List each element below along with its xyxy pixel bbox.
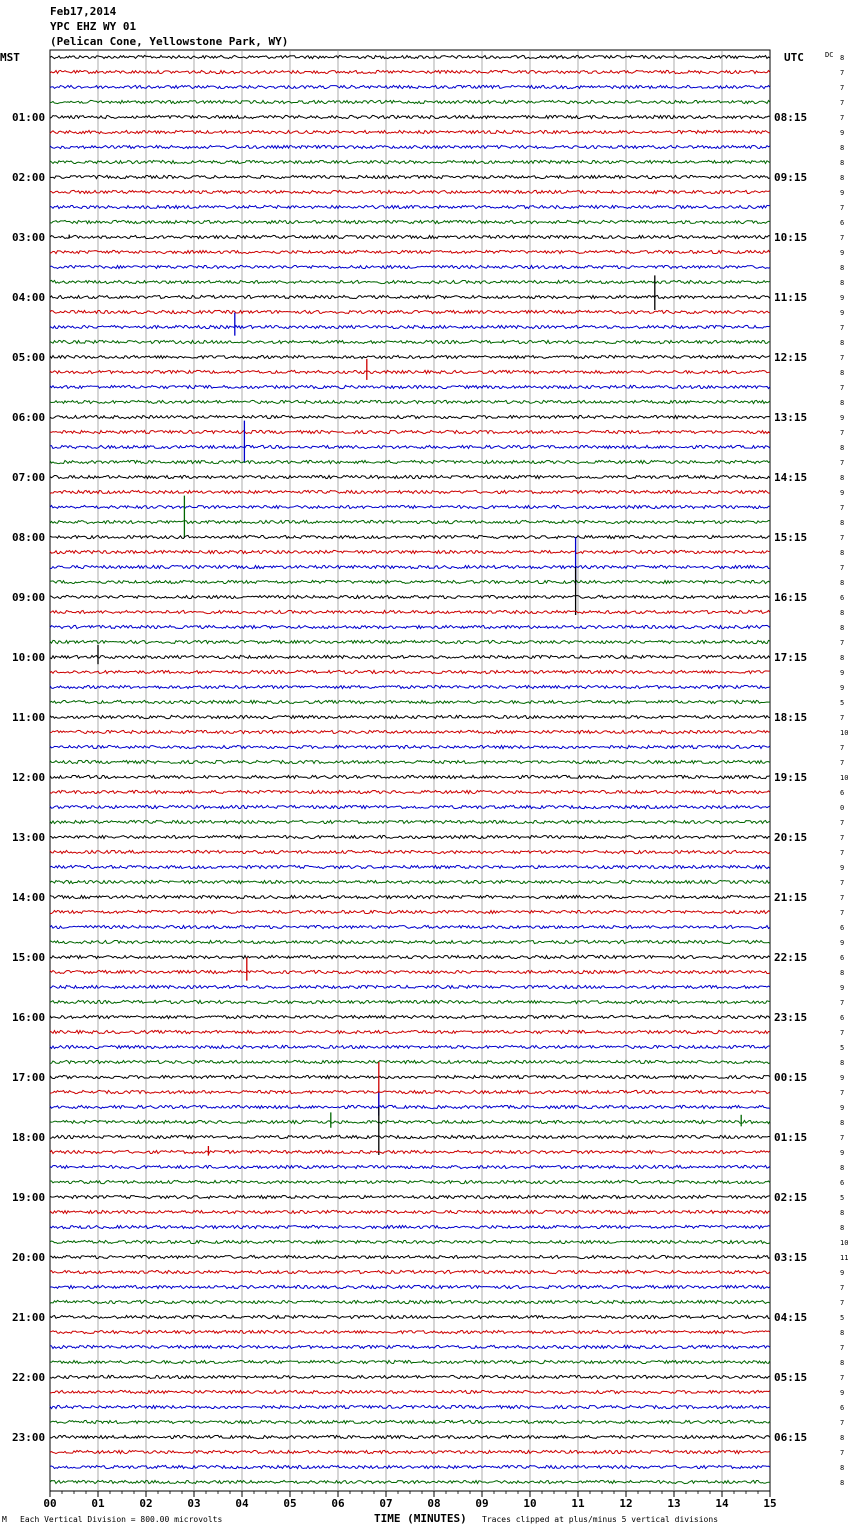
seismic-trace	[50, 235, 770, 238]
dc-value: 8	[840, 159, 845, 167]
seismic-trace	[50, 385, 770, 388]
seismic-trace	[50, 1030, 770, 1033]
dc-value: 7	[840, 234, 845, 242]
seismic-trace	[50, 730, 770, 733]
left-hour-label: 11:00	[12, 711, 46, 724]
dc-value: 7	[840, 639, 845, 647]
right-hour-label: 16:15	[774, 591, 808, 604]
dc-value: 7	[840, 1299, 845, 1307]
dc-value: 9	[840, 1269, 845, 1277]
seismic-trace	[50, 145, 770, 148]
dc-value: 11	[840, 1254, 849, 1262]
dc-value: 9	[840, 129, 845, 137]
seismic-trace	[50, 1060, 770, 1063]
dc-value: 9	[840, 189, 845, 197]
seismic-trace	[50, 1390, 770, 1393]
dc-value: 5	[840, 1194, 845, 1202]
dc-value: 7	[840, 459, 845, 467]
dc-value: 8	[840, 624, 845, 632]
dc-value: 7	[840, 1374, 845, 1382]
seismic-trace	[50, 1285, 770, 1288]
right-hour-label: 13:15	[774, 411, 808, 424]
dc-value: 9	[840, 1149, 845, 1157]
seismic-trace	[50, 325, 770, 328]
dc-value: 6	[840, 954, 845, 962]
seismic-trace	[50, 490, 770, 493]
dc-value: 9	[840, 984, 845, 992]
dc-value: 8	[840, 174, 845, 182]
dc-value: 8	[840, 279, 845, 287]
dc-value: 8	[840, 519, 845, 527]
dc-value: 9	[840, 864, 845, 872]
seismic-trace	[50, 505, 770, 508]
dc-value: 6	[840, 924, 845, 932]
seismic-trace	[50, 70, 770, 73]
seismic-trace	[50, 115, 770, 118]
dc-label: DC	[825, 51, 834, 59]
dc-value: 6	[840, 1179, 845, 1187]
dc-value: 8	[840, 444, 845, 452]
left-hour-label: 17:00	[12, 1071, 46, 1084]
dc-value: 8	[840, 654, 845, 662]
right-hour-label: 15:15	[774, 531, 808, 544]
dc-value: 8	[840, 399, 845, 407]
dc-value: 7	[840, 1134, 845, 1142]
dc-value: 8	[840, 369, 845, 377]
dc-value: 8	[840, 1164, 845, 1172]
dc-value: 8	[840, 1464, 845, 1472]
dc-value: 9	[840, 1074, 845, 1082]
seismic-trace	[50, 1420, 770, 1423]
dc-value: 6	[840, 219, 845, 227]
seismic-trace	[50, 1105, 770, 1108]
dc-value: 9	[840, 414, 845, 422]
dc-value: 8	[840, 1434, 845, 1442]
dc-value: 9	[840, 489, 845, 497]
seismic-trace	[50, 775, 770, 778]
seismic-trace	[50, 265, 770, 268]
left-hour-label: 21:00	[12, 1311, 46, 1324]
dc-value: 7	[840, 1284, 845, 1292]
right-hour-label: 19:15	[774, 771, 808, 784]
dc-value: 8	[840, 609, 845, 617]
right-hour-label: 18:15	[774, 711, 808, 724]
dc-value: 7	[840, 714, 845, 722]
dc-value: 7	[840, 324, 845, 332]
dc-value: 7	[840, 564, 845, 572]
seismic-trace	[50, 1435, 770, 1438]
seismic-trace	[50, 790, 770, 793]
seismic-trace	[50, 1255, 770, 1258]
left-hour-label: 09:00	[12, 591, 46, 604]
left-hour-label: 19:00	[12, 1191, 46, 1204]
right-hour-label: 21:15	[774, 891, 808, 904]
dc-value: 8	[840, 264, 845, 272]
right-hour-label: 14:15	[774, 471, 808, 484]
x-tick-label: 15	[763, 1497, 777, 1510]
dc-value: 7	[840, 384, 845, 392]
dc-value: 6	[840, 594, 845, 602]
seismic-trace	[50, 1480, 770, 1483]
right-hour-label: 10:15	[774, 231, 808, 244]
left-hour-label: 23:00	[12, 1431, 46, 1444]
dc-value: 9	[840, 939, 845, 947]
seismic-trace	[50, 250, 770, 253]
seismic-trace	[50, 85, 770, 88]
seismic-trace	[50, 970, 770, 973]
dc-value: 0	[840, 804, 845, 812]
x-tick-label: 00	[43, 1497, 57, 1510]
right-hour-label: 04:15	[774, 1311, 808, 1324]
seismic-trace	[50, 445, 770, 448]
seismic-trace	[50, 685, 770, 688]
dc-value: 8	[840, 1224, 845, 1232]
dc-value: 7	[840, 354, 845, 362]
seismic-trace	[50, 625, 770, 628]
seismic-trace	[50, 190, 770, 193]
dc-value: 6	[840, 1404, 845, 1412]
dc-value: 8	[840, 549, 845, 557]
left-hour-label: 18:00	[12, 1131, 46, 1144]
dc-value: 7	[840, 849, 845, 857]
seismic-trace	[50, 1240, 770, 1243]
left-hour-label: 14:00	[12, 891, 46, 904]
dc-value: 7	[840, 759, 845, 767]
seismic-trace	[50, 910, 770, 913]
seismic-trace	[50, 1195, 770, 1198]
seismic-trace	[50, 640, 770, 643]
seismic-trace	[50, 460, 770, 463]
left-hour-label: 10:00	[12, 651, 46, 664]
dc-value: 7	[840, 429, 845, 437]
dc-value: 7	[840, 1029, 845, 1037]
dc-value: 7	[840, 69, 845, 77]
dc-value: 8	[840, 144, 845, 152]
left-hour-label: 13:00	[12, 831, 46, 844]
dc-value: 9	[840, 309, 845, 317]
seismic-trace	[50, 55, 770, 58]
right-hour-label: 20:15	[774, 831, 808, 844]
left-hour-label: 05:00	[12, 351, 46, 364]
seismic-trace	[50, 865, 770, 868]
x-axis-title: TIME (MINUTES)	[374, 1512, 467, 1525]
seismic-trace	[50, 1375, 770, 1378]
left-axis-label: MST	[0, 51, 20, 64]
seismic-trace	[50, 670, 770, 673]
dc-value: 8	[840, 1329, 845, 1337]
seismic-trace	[50, 595, 770, 598]
seismic-trace	[50, 220, 770, 223]
dc-value: 7	[840, 834, 845, 842]
dc-value: 7	[840, 504, 845, 512]
dc-value: 8	[840, 1479, 845, 1487]
corner-mark: M	[2, 1515, 7, 1524]
seismic-trace	[50, 280, 770, 283]
dc-value: 8	[840, 54, 845, 62]
location-label: (Pelican Cone, Yellowstone Park, WY)	[50, 35, 289, 48]
right-hour-label: 17:15	[774, 651, 808, 664]
x-tick-label: 06	[331, 1497, 345, 1510]
dc-value: 7	[840, 819, 845, 827]
seismic-trace	[50, 430, 770, 433]
seismic-trace	[50, 295, 770, 298]
dc-value: 9	[840, 669, 845, 677]
seismic-trace	[50, 415, 770, 418]
seismic-trace	[50, 700, 770, 703]
seismic-trace	[50, 520, 770, 523]
left-hour-label: 08:00	[12, 531, 46, 544]
left-hour-label: 16:00	[12, 1011, 46, 1024]
dc-value: 7	[840, 909, 845, 917]
seismic-trace	[50, 370, 770, 373]
dc-value: 7	[840, 1089, 845, 1097]
dc-value: 8	[840, 474, 845, 482]
seismic-trace	[50, 400, 770, 403]
seismic-trace	[50, 535, 770, 538]
dc-value: 7	[840, 114, 845, 122]
x-tick-label: 10	[523, 1497, 537, 1510]
seismic-trace	[50, 1045, 770, 1048]
x-tick-label: 09	[475, 1497, 489, 1510]
seismic-trace	[50, 100, 770, 103]
dc-value: 5	[840, 1044, 845, 1052]
dc-value: 7	[840, 534, 845, 542]
seismic-trace	[50, 475, 770, 478]
clip-note: Traces clipped at plus/minus 5 vertical divisions	[482, 1515, 719, 1524]
seismic-trace	[50, 715, 770, 718]
seismic-trace	[50, 160, 770, 163]
dc-value: 9	[840, 684, 845, 692]
x-tick-label: 05	[283, 1497, 297, 1510]
seismic-trace	[50, 895, 770, 898]
right-hour-label: 08:15	[774, 111, 808, 124]
x-tick-label: 11	[571, 1497, 585, 1510]
right-hour-label: 12:15	[774, 351, 808, 364]
dc-value: 10	[840, 729, 849, 737]
seismic-trace	[50, 1405, 770, 1408]
seismic-trace	[50, 1000, 770, 1003]
right-hour-label: 22:15	[774, 951, 808, 964]
seismic-trace	[50, 850, 770, 853]
seismic-trace	[50, 745, 770, 748]
seismic-trace	[50, 1270, 770, 1273]
dc-value: 7	[840, 1344, 845, 1352]
dc-value: 7	[840, 744, 845, 752]
dc-value: 8	[840, 339, 845, 347]
x-tick-label: 07	[379, 1497, 393, 1510]
right-hour-label: 05:15	[774, 1371, 808, 1384]
seismic-trace	[50, 880, 770, 883]
seismic-trace	[50, 1180, 770, 1183]
left-hour-label: 20:00	[12, 1251, 46, 1264]
seismic-trace	[50, 1225, 770, 1228]
seismic-trace	[50, 1090, 770, 1093]
left-hour-label: 04:00	[12, 291, 46, 304]
date-label: Feb17,2014	[50, 5, 117, 18]
right-hour-label: 06:15	[774, 1431, 808, 1444]
left-hour-label: 15:00	[12, 951, 46, 964]
x-tick-label: 14	[715, 1497, 729, 1510]
seismic-trace	[50, 565, 770, 568]
dc-value: 8	[840, 1359, 845, 1367]
right-hour-label: 00:15	[774, 1071, 808, 1084]
right-axis-label: UTC	[784, 51, 804, 64]
dc-value: 7	[840, 99, 845, 107]
left-hour-label: 03:00	[12, 231, 46, 244]
seismic-trace	[50, 130, 770, 133]
dc-value: 5	[840, 699, 845, 707]
seismic-trace	[50, 940, 770, 943]
right-hour-label: 09:15	[774, 171, 808, 184]
dc-value: 9	[840, 1104, 845, 1112]
seismic-trace	[50, 610, 770, 613]
dc-value: 10	[840, 774, 849, 782]
seismic-trace	[50, 205, 770, 208]
seismic-trace	[50, 760, 770, 763]
seismic-trace	[50, 550, 770, 553]
dc-value: 6	[840, 1014, 845, 1022]
seismic-trace	[50, 1450, 770, 1453]
seismic-trace	[50, 1345, 770, 1348]
x-tick-label: 04	[235, 1497, 249, 1510]
dc-value: 7	[840, 204, 845, 212]
seismic-trace	[50, 340, 770, 343]
seismic-trace	[50, 805, 770, 808]
right-hour-label: 03:15	[774, 1251, 808, 1264]
seismic-trace	[50, 1120, 770, 1123]
left-hour-label: 22:00	[12, 1371, 46, 1384]
seismic-trace	[50, 1465, 770, 1468]
left-hour-label: 07:00	[12, 471, 46, 484]
seismic-trace	[50, 1360, 770, 1363]
seismic-trace	[50, 1300, 770, 1303]
seismic-trace	[50, 955, 770, 958]
seismic-trace	[50, 1075, 770, 1078]
right-hour-label: 02:15	[774, 1191, 808, 1204]
dc-value: 8	[840, 1059, 845, 1067]
seismic-trace	[50, 1315, 770, 1318]
seismic-trace	[50, 925, 770, 928]
left-hour-label: 12:00	[12, 771, 46, 784]
left-hour-label: 02:00	[12, 171, 46, 184]
seismic-trace	[50, 1165, 770, 1168]
seismic-trace	[50, 580, 770, 583]
left-hour-label: 06:00	[12, 411, 46, 424]
x-tick-label: 02	[139, 1497, 153, 1510]
seismic-trace	[50, 175, 770, 178]
station-label: YPC EHZ WY 01	[50, 20, 137, 33]
dc-value: 9	[840, 294, 845, 302]
right-hour-label: 11:15	[774, 291, 808, 304]
dc-value: 7	[840, 999, 845, 1007]
x-tick-label: 13	[667, 1497, 681, 1510]
seismic-trace	[50, 355, 770, 358]
scale-note: Each Vertical Division = 800.00 microvolts	[20, 1515, 223, 1524]
seismic-trace	[50, 835, 770, 838]
dc-value: 7	[840, 84, 845, 92]
seismic-trace	[50, 1135, 770, 1138]
x-tick-label: 08	[427, 1497, 441, 1510]
left-hour-label: 01:00	[12, 111, 46, 124]
seismic-trace	[50, 1015, 770, 1018]
seismic-trace	[50, 655, 770, 658]
seismic-trace	[50, 1330, 770, 1333]
dc-value: 8	[840, 579, 845, 587]
x-tick-label: 01	[91, 1497, 105, 1510]
dc-value: 10	[840, 1239, 849, 1247]
dc-value: 8	[840, 969, 845, 977]
x-tick-label: 12	[619, 1497, 633, 1510]
dc-value: 9	[840, 1389, 845, 1397]
seismic-trace	[50, 1210, 770, 1213]
dc-value: 6	[840, 789, 845, 797]
dc-value: 7	[840, 1449, 845, 1457]
dc-value: 5	[840, 1314, 845, 1322]
seismic-trace	[50, 310, 770, 313]
seismic-trace	[50, 820, 770, 823]
dc-value: 8	[840, 1209, 845, 1217]
dc-value: 7	[840, 894, 845, 902]
dc-value: 7	[840, 1419, 845, 1427]
seismic-trace	[50, 1150, 770, 1153]
dc-value: 7	[840, 879, 845, 887]
seismic-trace	[50, 985, 770, 988]
right-hour-label: 01:15	[774, 1131, 808, 1144]
dc-value: 8	[840, 1119, 845, 1127]
right-hour-label: 23:15	[774, 1011, 808, 1024]
dc-value: 9	[840, 249, 845, 257]
x-tick-label: 03	[187, 1497, 201, 1510]
